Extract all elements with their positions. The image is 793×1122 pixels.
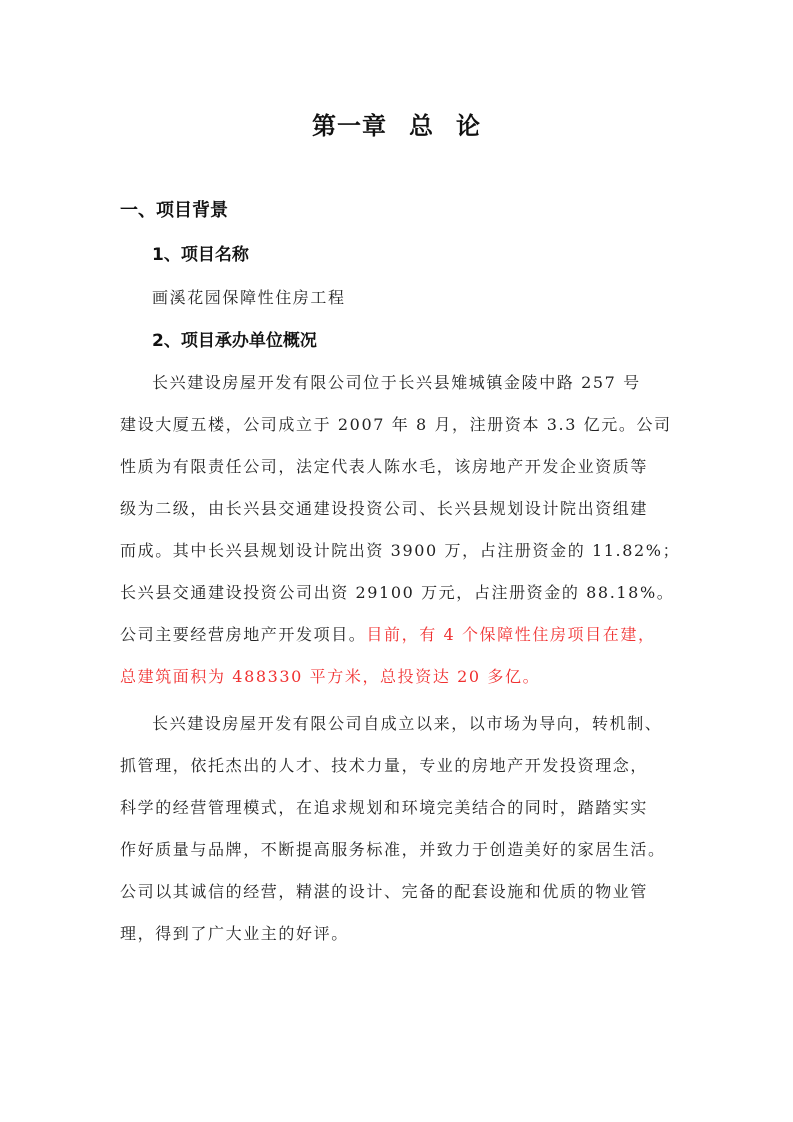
project-name-text: 画溪花园保障性住房工程 (152, 288, 346, 307)
section-heading: 一、项目背景 (120, 200, 228, 221)
subsection-heading-project-name: 1、项目名称 (152, 245, 249, 265)
paragraph-line: 长兴建设房屋开发有限公司自成立以来，以市场为导向，转机制、 (152, 714, 663, 733)
paragraph-line: 长兴县交通建设投资公司出资 29100 万元，占注册资金的 88.18%。 (120, 583, 675, 602)
paragraph-line: 长兴建设房屋开发有限公司位于长兴县雉城镇金陵中路 257 号 (152, 373, 641, 392)
subsection-heading-company-overview: 2、项目承办单位概况 (152, 331, 317, 351)
paragraph-line: 性质为有限责任公司，法定代表人陈水毛，该房地产开发企业资质等 (120, 457, 649, 476)
paragraph-line: 建设大厦五楼，公司成立于 2007 年 8 月，注册资本 3.3 亿元。公司 (120, 415, 672, 434)
paragraph-line: 科学的经营管理模式，在追求规划和环境完美结合的同时，踏踏实实 (120, 798, 649, 817)
paragraph-text: 公司主要经营房地产开发项目。 (120, 625, 367, 644)
paragraph-line: 理，得到了广大业主的好评。 (120, 924, 349, 943)
paragraph-line: 作好质量与品牌，不断提高服务标准，并致力于创造美好的家居生活。 (120, 840, 666, 859)
paragraph-line (120, 622, 680, 645)
highlighted-text: 总建筑面积为 488330 平方米，总投资达 20 多亿。 (120, 667, 541, 686)
highlighted-text: 目前，有 4 个保障性住房项目在建， (366, 625, 656, 644)
chapter-title (0, 106, 793, 141)
chapter-title-part: 总 (409, 112, 434, 140)
chapter-title-part: 第一章 (312, 112, 387, 140)
paragraph-line: 而成。其中长兴县规划设计院出资 3900 万，占注册资金的 11.82%； (120, 541, 681, 560)
paragraph-line: 抓管理，依托杰出的人才、技术力量，专业的房地产开发投资理念， (120, 756, 649, 775)
paragraph-line: 公司以其诚信的经营，精湛的设计、完备的配套设施和优质的物业管 (120, 882, 649, 901)
chapter-title-part: 论 (456, 112, 481, 140)
paragraph-line: 级为二级，由长兴县交通建设投资公司、长兴县规划设计院出资组建 (120, 499, 649, 518)
